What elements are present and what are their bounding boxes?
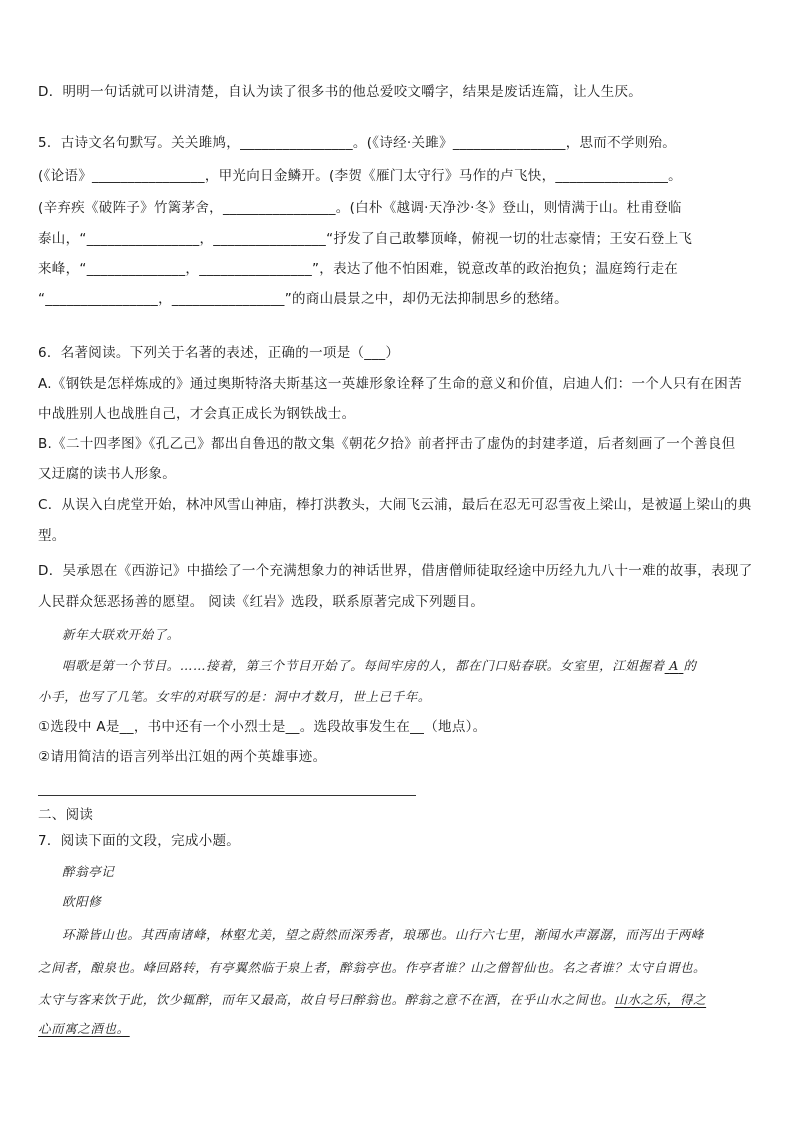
excerpt-blank-a-label: A: [669, 658, 679, 673]
passage-line-4: [38, 1019, 130, 1039]
excerpt-blank-a: [665, 658, 684, 673]
q5-line-3: (辛弃疾《破阵子》竹篱茅舍，________________。(白朴《越调·天净沙·冬》登山，则情满于山。杜甫登临: [38, 200, 682, 216]
excerpt-line-2-tail: 的: [683, 658, 697, 673]
passage-line-2: 之间者，酿泉也。峰回路转，有亭翼然临于泉上者，醉翁亭也。作亭者谁？山之僧智仙也。名之者谁？太守自谓也。: [38, 960, 707, 975]
passage-underlined-phrase: 山水之乐，得之: [614, 992, 707, 1007]
excerpt-line-2: [62, 656, 697, 676]
q5-line-2: (《论语》________________，甲光向日金鳞开。(李贺《雁门太守行》马作的卢飞快，________________。: [38, 168, 682, 184]
passage-line-3: [38, 990, 706, 1010]
passage-title: 醉翁亭记: [62, 864, 115, 879]
q5-line-1: 5．古诗文名句默写。关关雎鸠，________________。(《诗经·关雎》________________，思而不学则殆。: [38, 135, 677, 151]
q6-sub-question-1: ①选段中 A是__，书中还有一个小烈士是__。选段故事发生在__（地点）。: [38, 719, 487, 735]
answer-line: [38, 795, 416, 796]
passage-underlined-phrase-end: 心而寓之酒也。: [38, 1021, 130, 1036]
excerpt-line-3: 小手，也写了几笔。女牢的对联写的是：洞中才数月，世上已千年。: [38, 689, 432, 704]
q6-option-c-line-1: C．从误入白虎堂开始，林冲风雪山神庙，棒打洪教头，大闹飞云浦，最后在忍无可忍雪夜上梁山，是被逼上梁山的典: [38, 497, 752, 513]
q4-option-d: D．明明一句话就可以讲清楚，自认为读了很多书的他总爱咬文嚼字，结果是废话连篇，让人生厌。: [38, 84, 643, 100]
passage-author: 欧阳修: [62, 894, 102, 909]
q5-line-6: “________________，________________”的商山晨景之中，却仍无法抑制思乡的愁绪。: [38, 291, 568, 307]
section-heading: 二、阅读: [38, 807, 94, 823]
q7-stem: 7．阅读下面的文段，完成小题。: [38, 833, 241, 849]
q6-stem: 6．名著阅读。下列关于名著的表述，正确的一项是（___）: [38, 345, 400, 361]
q6-option-a-line-2: 中战胜别人也战胜自己，才会真正成长为钢铁战士。: [38, 406, 356, 422]
q6-sub-question-2: ②请用简洁的语言列举出江姐的两个英雄事迹。: [38, 749, 327, 765]
q6-option-b-line-2: 又迂腐的读书人形象。: [38, 466, 176, 482]
q6-option-d-line-2: 人民群众惩恶扬善的愿望。 阅读《红岩》选段，联系原著完成下列题目。: [38, 594, 485, 610]
q5-line-5: 来峰，“______________，________________”，表达了他不怕困难，锐意改革的政治抱负；温庭筠行走在: [38, 261, 679, 277]
q5-line-4: 泰山，“________________，________________“抒发了自己敢攀顶峰，俯视一切的壮志豪情；王安石登上飞: [38, 231, 693, 247]
q6-option-b-line-1: B.《二十四孝图》《孔乙己》都出自鲁迅的散文集《朝花夕拾》前者抨击了虚伪的封建孝道，后者刻画了一个善良但: [38, 436, 736, 452]
excerpt-line-1: 新年大联欢开始了。: [62, 627, 180, 642]
q6-option-d-line-1: D．吴承恩在《西游记》中描绘了一个充满想象力的神话世界，借唐僧师徒取经途中历经九九八十一难的故事，表现了: [38, 563, 753, 579]
q6-option-c-line-2: 型。: [38, 528, 66, 544]
passage-line-3-text: 太守与客来饮于此，饮少辄醉，而年又最高，故自号曰醉翁也。醉翁之意不在酒，在乎山水之间也。: [38, 992, 615, 1007]
passage-line-1: 环滁皆山也。其西南诸峰，林壑尤美，望之蔚然而深秀者，琅琊也。山行六七里，渐闻水声潺潺，而泻出于两峰: [62, 927, 704, 942]
excerpt-line-2-text: 唱歌是第一个节目。……接着，第三个节目开始了。每间牢房的人，都在门口贴春联。女室里，江姐握着: [62, 658, 665, 673]
q6-option-a-line-1: A.《钢铁是怎样炼成的》通过奥斯特洛夫斯基这一英雄形象诠释了生命的意义和价值，启迪人们：一个人只有在困苦: [38, 376, 742, 392]
